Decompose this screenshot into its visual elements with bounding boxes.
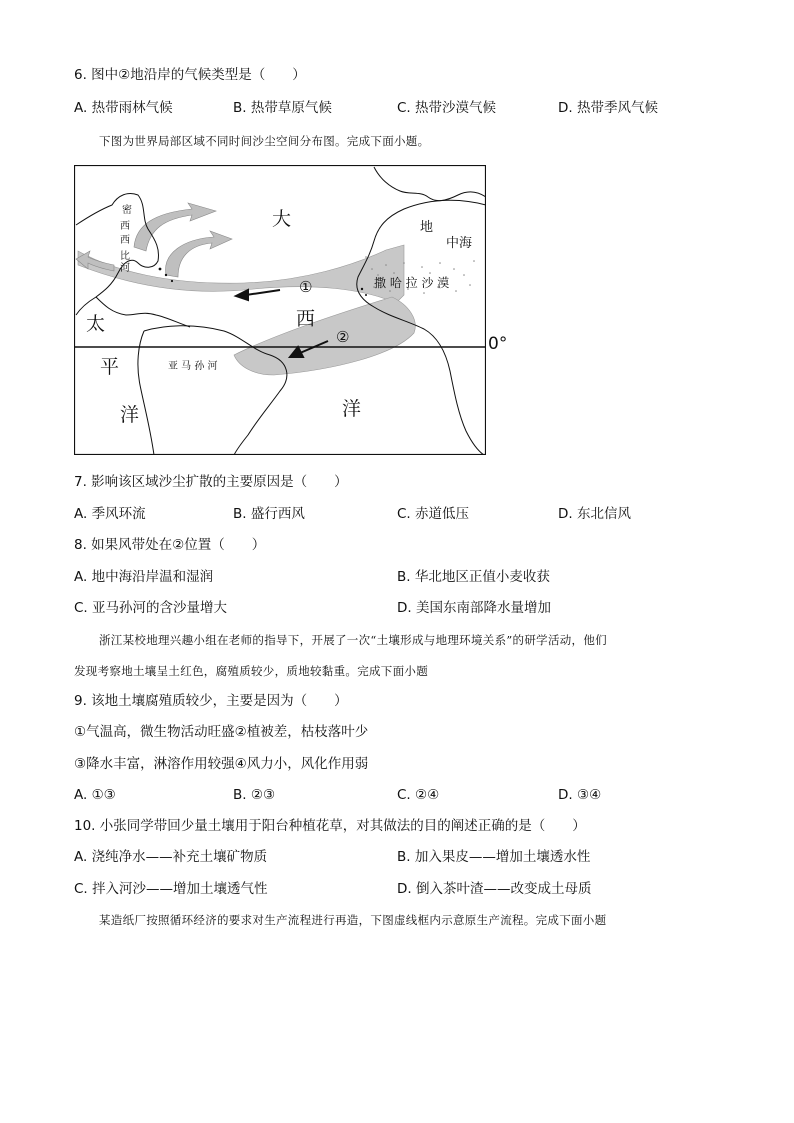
label-mississippi-3: 西 [120,235,130,246]
label-mississippi-2: 西 [120,221,130,232]
q8-stem: 8. 如果风带处在②位置（ ） [74,537,266,553]
label-yang-pacific: 洋 [120,404,140,426]
label-xi: 西 [296,308,316,330]
label-mississippi-4: 比 [120,251,130,262]
q10-option-b: B. 加入果皮——增加土壤透水性 [397,849,591,865]
label-mississippi-1: 密 [122,205,132,216]
q9-option-c: C. ②④ [397,787,440,803]
q8-option-a: A. 地中海沿岸温和湿润 [74,569,214,585]
q8-option-b: B. 华北地区正值小麦收获 [397,569,550,585]
q8-option-d: D. 美国东南部降水量增加 [397,600,551,616]
q8-option-c: C. 亚马孙河的含沙量增大 [74,600,228,616]
q10-option-c: C. 拌入河沙——增加土壤透气性 [74,881,268,897]
marker-1: ① [299,278,313,296]
intro-paragraph-2-line-1: 浙江某校地理兴趣小组在老师的指导下，开展了一次“土壤形成与地理环境关系”的研学活动，他们 [99,633,607,647]
intro-paragraph-3: 某造纸厂按照循环经济的要求对生产流程进行再造，下图虚线框内示意原生产流程。完成下面小题 [99,913,607,927]
label-ping: 平 [100,356,120,378]
q7-stem: 7. 影响该区域沙尘扩散的主要原因是（ ） [74,474,348,490]
label-da: 大 [272,208,292,230]
label-mississippi-5: 河 [120,263,130,274]
q10-stem: 10. 小张同学带回少量土壤用于阳台种植花草，对其做法的目的阐述正确的是（ ） [74,818,586,834]
q10-option-a: A. 浇纯净水——补充土壤矿物质 [74,849,268,865]
q6-option-a: A. 热带雨林气候 [74,100,173,116]
marker-2: ② [336,328,350,346]
intro-paragraph-1: 下图为世界局部区域不同时间沙尘空间分布图。完成下面小题。 [99,134,430,148]
q6-option-d: D. 热带季风气候 [558,100,658,116]
q6-option-b: B. 热带草原气候 [233,100,332,116]
q9-option-b: B. ②③ [233,787,276,803]
label-sahara: 撒 哈 拉 沙 漠 [374,276,450,290]
label-yang-atlantic: 洋 [342,398,362,420]
q7-option-a: A. 季风环流 [74,506,146,522]
q7-option-c: C. 赤道低压 [397,506,470,522]
dust-distribution-map [74,165,486,455]
q10-option-d: D. 倒入茶叶渣——改变成土母质 [397,881,592,897]
label-tai: 太 [86,313,106,335]
q7-option-d: D. 东北信风 [558,506,631,522]
q6-stem: 6. 图中②地沿岸的气候类型是（ ） [74,67,306,83]
q6-option-c: C. 热带沙漠气候 [397,100,497,116]
q9-option-d: D. ③④ [558,787,602,803]
q9-stem: 9. 该地土壤腐殖质较少，主要是因为（ ） [74,693,348,709]
q9-statement-line-1: ①气温高，微生物活动旺盛②植被差，枯枝落叶少 [74,724,369,740]
q9-statement-line-2: ③降水丰富，淋溶作用较强④风力小，风化作用弱 [74,756,369,772]
label-amazon: 亚 马 孙 河 [168,361,218,372]
label-equator-0: 0° [488,334,508,354]
label-zhong-hai: 中海 [446,236,473,251]
intro-paragraph-2-line-2: 发现考察地土壤呈土红色，腐殖质较少，质地较黏重。完成下面小题 [74,664,428,678]
q9-option-a: A. ①③ [74,787,116,803]
q7-option-b: B. 盛行西风 [233,506,305,522]
label-di: 地 [420,220,434,235]
